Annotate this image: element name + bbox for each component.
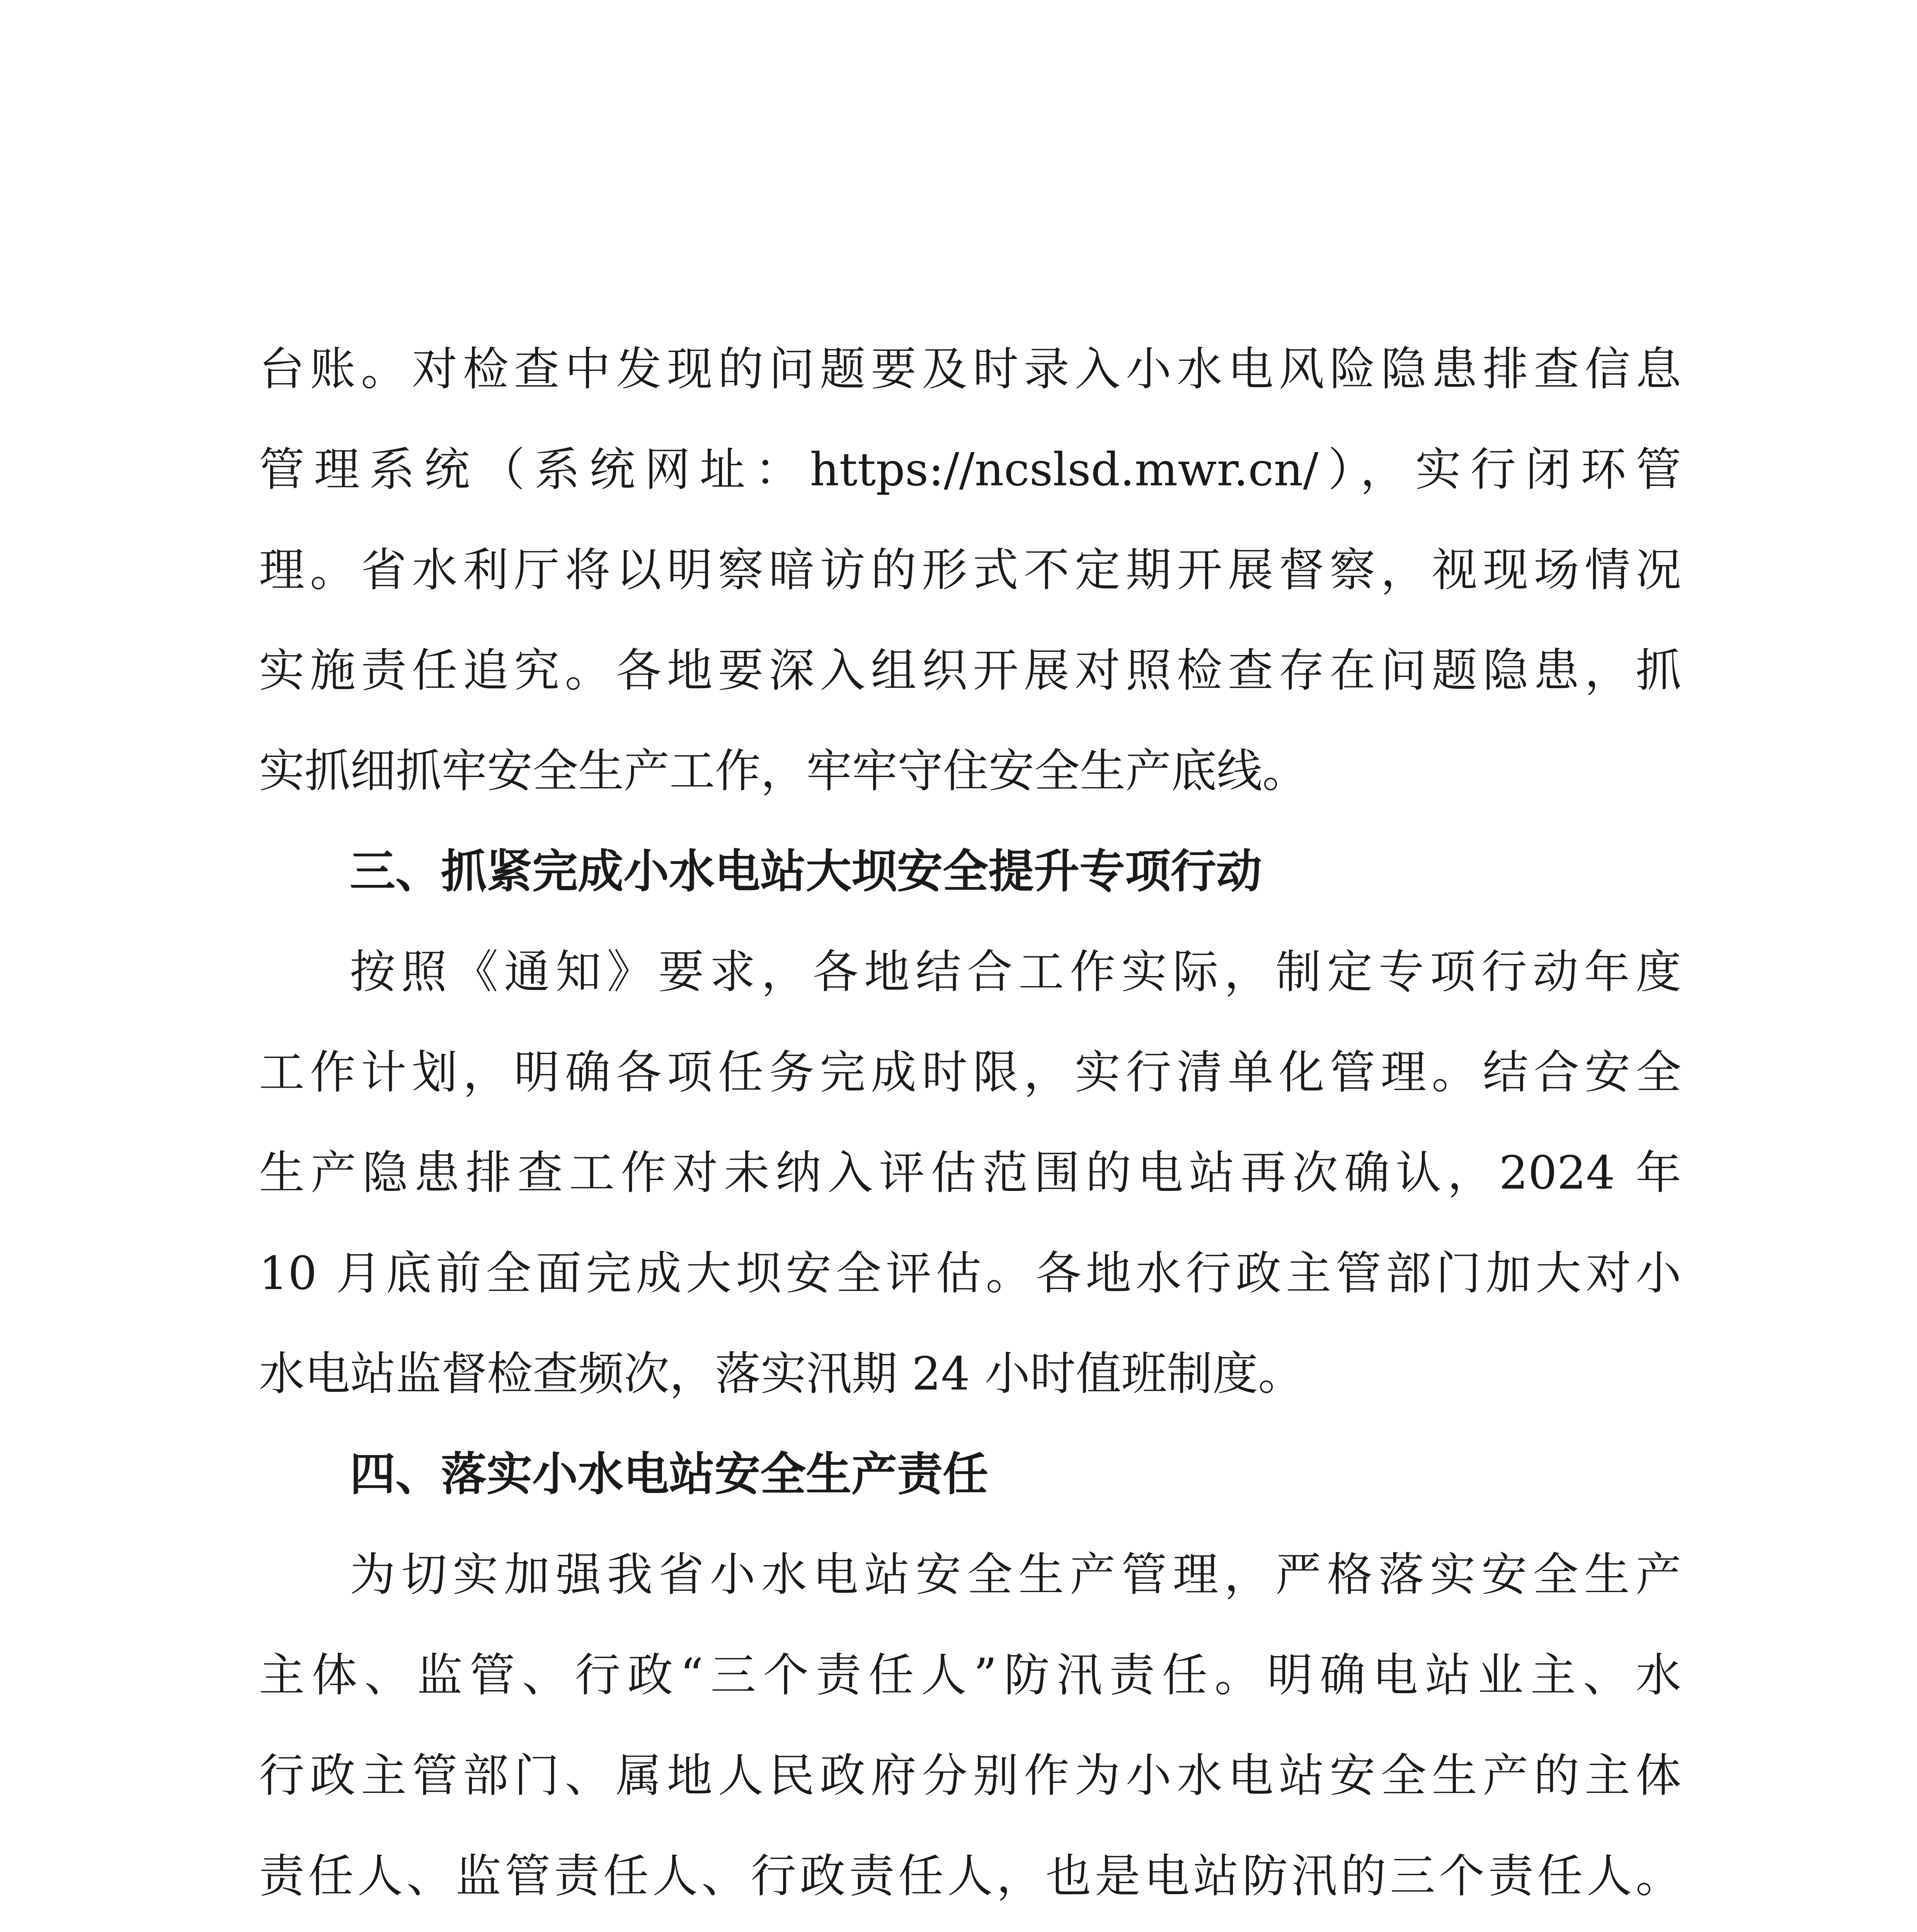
paragraph-line: 责任人、监管责任人、行政责任人，也是电站防汛的三个责任人。	[259, 1849, 1681, 1903]
paragraph-line: 行政主管部门、属地人民政府分别作为小水电站安全生产的主体	[259, 1749, 1681, 1802]
paragraph-line: 管理系统（系统网址：https://ncslsd.mwr.cn/），实行闭环管	[259, 443, 1681, 496]
paragraph-line: 生产隐患排查工作对未纳入评估范围的电站再次确认，2024 年	[259, 1146, 1681, 1199]
paragraph-line: 实抓细抓牢安全生产工作，牢牢守住安全生产底线。	[259, 744, 1308, 798]
paragraph-line: 理。省水利厅将以明察暗访的形式不定期开展督察，视现场情况	[259, 543, 1681, 597]
paragraph-line: 水电站监督检查频次，落实汛期 24 小时值班制度。	[259, 1347, 1304, 1400]
paragraph-line: 为切实加强我省小水电站安全生产管理，严格落实安全生产	[350, 1548, 1681, 1601]
paragraph-line: 主体、监管、行政“三个责任人”防汛责任。明确电站业主、水	[259, 1648, 1681, 1702]
section-heading-4: 四、落实小水电站安全生产责任	[350, 1447, 989, 1501]
paragraph-line: 10 月底前全面完成大坝安全评估。各地水行政主管部门加大对小	[259, 1247, 1681, 1300]
section-heading-3: 三、抓紧完成小水电站大坝安全提升专项行动	[350, 845, 1262, 898]
paragraph-line: 工作计划，明确各项任务完成时限，实行清单化管理。结合安全	[259, 1046, 1681, 1099]
paragraph-line: 台账。对检查中发现的问题要及时录入小水电风险隐患排查信息	[259, 342, 1681, 396]
paragraph-line: 按照《通知》要求，各地结合工作实际，制定专项行动年度	[350, 945, 1681, 998]
paragraph-line: 实施责任追究。各地要深入组织开展对照检查存在问题隐患，抓	[259, 644, 1681, 697]
